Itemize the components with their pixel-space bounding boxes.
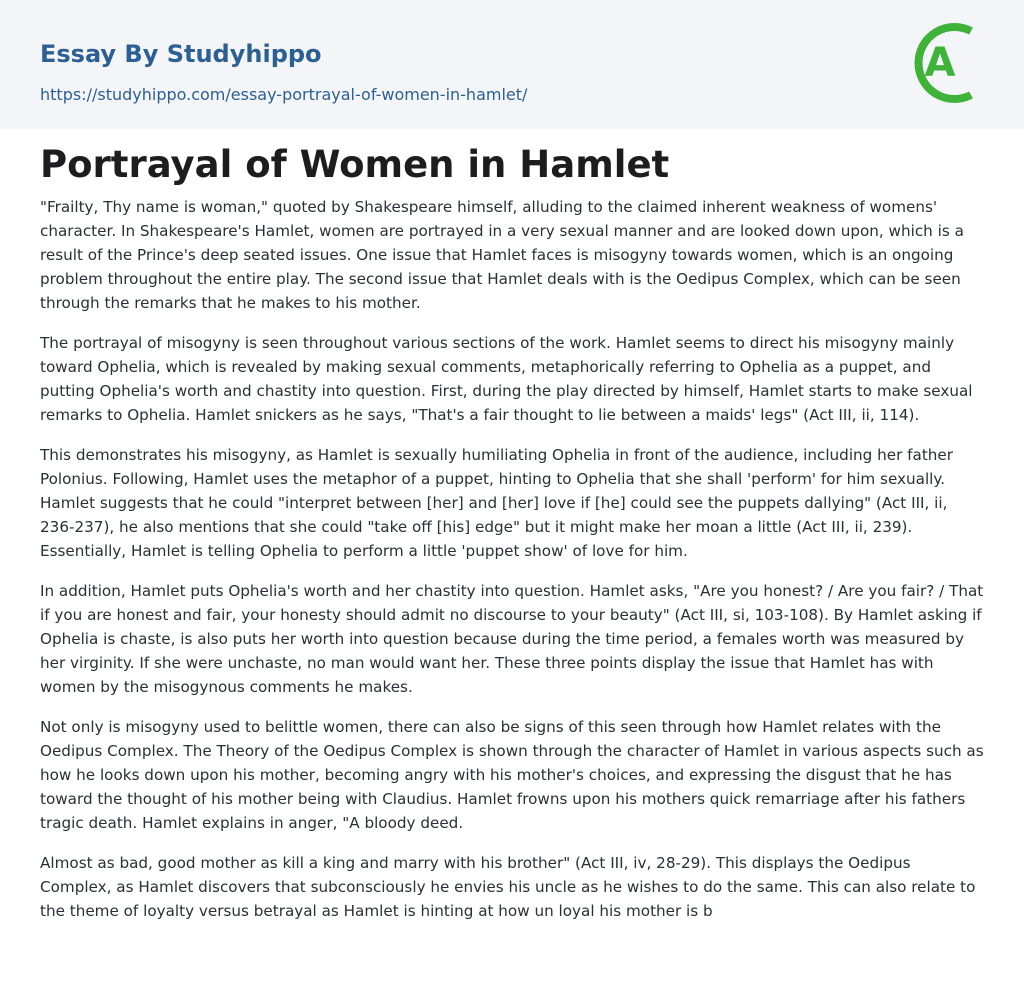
article-body bbox=[40, 195, 984, 939]
logo-letter: A bbox=[924, 40, 956, 86]
page-title: Portrayal of Women in Hamlet bbox=[40, 143, 670, 186]
paragraph: "Frailty, Thy name is woman," quoted by Shakespeare himself, alluding to the claimed inherent weakness of womens' character. In Shakespeare's Hamlet, women are portrayed in a very sexual manner and are looked down upon, which is a result of the Prince's deep seated issues. One issue that Hamlet faces is misogyny towards women, which is an ongoing problem throughout the entire play. The second issue that Hamlet deals with is the Oedipus Complex, which can be seen through the remarks that he makes to his mother. bbox=[40, 198, 964, 312]
article-url-link[interactable]: https://studyhippo.com/essay-portrayal-of-women-in-hamlet/ bbox=[40, 85, 528, 104]
site-brand[interactable]: Essay By Studyhippo bbox=[40, 40, 322, 68]
paragraph: In addition, Hamlet puts Ophelia's worth and her chastity into question. Hamlet asks, "Are you honest? / Are you fair? / That if you are honest and fair, your honesty should admit no discourse to your beauty" (Act III, si, 103-108). By Hamlet asking if Ophelia is chaste, is also puts her worth into question because during the time period, a females worth was measured by her virginity. If she were unchaste, no man would want her. These three points display the issue that Hamlet has with women by the misogynous comments he makes. bbox=[40, 582, 984, 696]
studyhippo-logo-icon[interactable] bbox=[909, 18, 989, 108]
paragraph: Almost as bad, good mother as kill a king and marry with his brother" (Act III, iv, 28-29). This displays the Oedipus Complex, as Hamlet discovers that subconsciously he envies his uncle as he wishes to do the same. This can also relate to the theme of loyalty versus betrayal as Hamlet is hinting at how un loyal his mother is b bbox=[40, 854, 976, 920]
paragraph: The portrayal of misogyny is seen throughout various sections of the work. Hamlet seems to direct his misogyny mainly toward Ophelia, which is revealed by making sexual comments, metaphorically referring to Ophelia as a puppet, and putting Ophelia's worth and chastity into question. First, during the play directed by himself, Hamlet starts to make sexual remarks to Ophelia. Hamlet snickers as he says, "That's a fair thought to lie between a maids' legs" (Act III, ii, 114). bbox=[40, 334, 973, 424]
paragraph: This demonstrates his misogyny, as Hamlet is sexually humiliating Ophelia in front of the audience, including her father Polonius. Following, Hamlet uses the metaphor of a puppet, hinting to Ophelia that she shall 'perform' for him sexually. Hamlet suggests that he could "interpret between [her] and [her] love if [he] could see the puppets dallying" (Act III, ii, 236-237), he also mentions that she could "take off [his] edge" but it might make her moan a little (Act III, ii, 239). Essentially, Hamlet is telling Ophelia to perform a little 'puppet show' of love for him. bbox=[40, 446, 953, 560]
site-header bbox=[0, 0, 1024, 129]
paragraph: Not only is misogyny used to belittle women, there can also be signs of this seen through how Hamlet relates with the Oedipus Complex. The Theory of the Oedipus Complex is shown through the character of Hamlet in various aspects such as how he looks down upon his mother, becoming angry with his mother's choices, and expressing the disgust that he has toward the thought of his mother being with Claudius. Hamlet frowns upon his mothers quick remarriage after his fathers tragic death. Hamlet explains in anger, "A bloody deed. bbox=[40, 718, 984, 832]
